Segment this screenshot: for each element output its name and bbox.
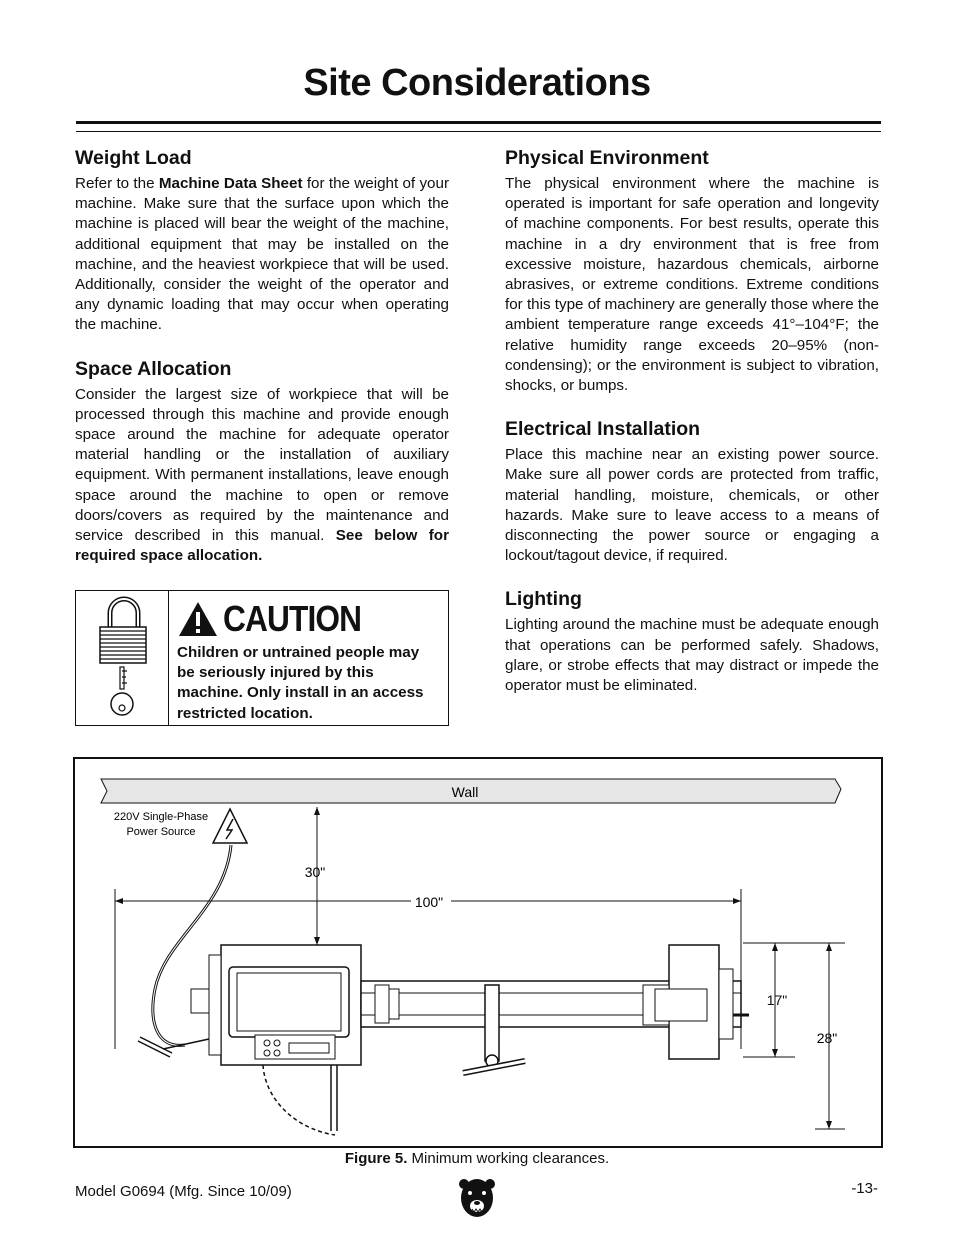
footer-model: Model G0694 (Mfg. Since 10/09): [75, 1183, 292, 1200]
lighting-section: [505, 588, 879, 696]
electrical-installation-text: Place this machine near an existing power source. Make sure all power cords are protected from traffic, material handling, moisture, chemicals, or other hazards. Make sure to leave access to a means of disconnecting the power source or engaging a lockout/tagout device, if required.: [505, 446, 879, 565]
physical-environment-section: [505, 147, 879, 396]
power-label-1: 220V Single-Phase: [113, 811, 209, 823]
lighting-text: Lighting around the machine must be adequate enough that operations can be performed safely. Shadows, glare, or strobe effects that may distract or impede the operator must be eliminated.: [505, 616, 879, 695]
clearance-figure: [73, 757, 883, 1148]
lighting-heading: Lighting: [505, 588, 582, 611]
padlock-icon: [76, 591, 168, 725]
weight-load-heading: Weight Load: [75, 147, 192, 169]
dim-30-label: 30": [304, 864, 326, 880]
dim-100-label: 100": [414, 894, 444, 910]
physical-environment-text: The physical environment where the machine is operated is important for safe operation and longevity of machine components. For best results, operate this machine in a dry environment that is free from excessive moisture, hazardous chemicals, airborne abrasives, or extreme conditions. Extreme conditions for this type of machinery are generally those where the ambient temperature range exceeds 41°–104°F; the relative humidity range exceeds 20–95% (non-condensing); or the environment is subject to vibration, shocks, or bumps.: [505, 175, 879, 395]
space-allocation-text-a: Consider the largest size of workpiece that will be processed through this machine and provide enough space around the machine for adequate operator material handling or the installation of auxiliary equipment. With permanent installations, leave enough space around the machine to open or remove doors/covers as required by the maintenance and service described in this manual.: [75, 385, 449, 545]
machine-data-sheet-ref: Machine Data Sheet: [158, 175, 303, 192]
weight-load-text: [75, 174, 449, 336]
title-rule-thick: [76, 121, 881, 124]
weight-load-text-a: Refer to the: [75, 175, 159, 192]
weight-load-text-b: for the weight of your machine. Make sure that the surface upon which the machine is placed will bear the weight of the machine, additional equipment that may be installed on the machine, and the heaviest workpiece that will be used. Additionally, consider the weight of the operator and any dynamic loading that may occur when operating the machine.: [75, 175, 450, 334]
caution-label: CAUTION: [223, 598, 362, 639]
page-number: -13-: [851, 1180, 878, 1197]
caution-header: [177, 597, 440, 641]
figure-caption: [0, 1150, 954, 1167]
clearance-diagram: [75, 759, 881, 1146]
right-column: [505, 147, 879, 718]
power-label-2: Power Source: [126, 826, 196, 838]
title-rule-thin: [76, 131, 881, 132]
bear-logo-icon: [457, 1176, 497, 1220]
dim-17-label: 17": [766, 992, 788, 1008]
figure-caption-text: Minimum working clearances.: [407, 1150, 610, 1167]
wall-label: Wall: [451, 784, 479, 800]
warning-triangle-icon: [177, 600, 219, 638]
page-title: Site Considerations: [303, 62, 651, 104]
space-allocation-heading: Space Allocation: [75, 357, 232, 380]
space-allocation-text: [75, 385, 449, 567]
physical-environment-heading: Physical Environment: [505, 147, 709, 169]
lock-key-icon-cell: [76, 591, 169, 725]
space-allocation-section: [75, 358, 449, 567]
caution-message: Children or untrained people may be seriously injured by this machine. Only install in an access restricted location.: [177, 644, 424, 722]
electrical-installation-heading: Electrical Installation: [505, 418, 701, 441]
figure-caption-number: Figure 5.: [344, 1150, 408, 1167]
dim-28-label: 28": [816, 1030, 838, 1046]
weight-load-section: [75, 147, 449, 336]
carriage: [485, 985, 499, 1061]
space-allocation-bold: See below for required space allocation.: [75, 527, 449, 565]
caution-text-cell: [169, 591, 448, 725]
caution-box: [75, 590, 449, 726]
left-column: [75, 147, 449, 588]
electrical-installation-section: [505, 418, 879, 566]
